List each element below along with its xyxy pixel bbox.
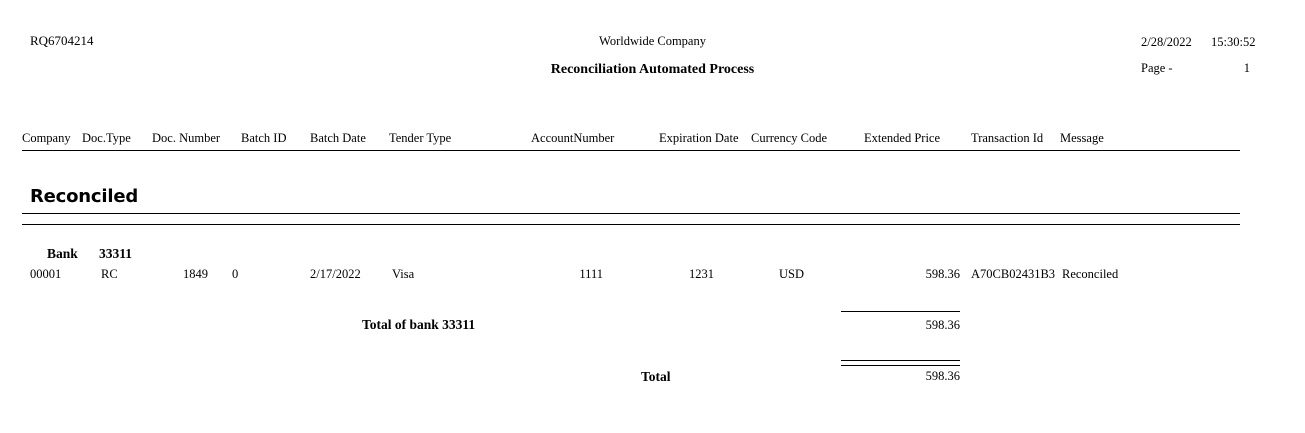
section-divider-top	[22, 213, 1240, 214]
company-name: Worldwide Company	[599, 34, 706, 48]
cell-batch-id: 0	[232, 267, 239, 281]
column-header-transaction-id: Transaction Id	[971, 131, 1044, 145]
grand-total-value: 598.36	[925, 369, 960, 383]
grand-total-rule-bottom	[841, 365, 960, 366]
header-divider	[22, 150, 1240, 151]
report-date: 2/28/2022	[1141, 35, 1192, 49]
bank-total-label: Total of bank 33311	[362, 317, 476, 332]
column-header-expiration-date: Expiration Date	[659, 131, 739, 145]
column-header-currency-code: Currency Code	[751, 131, 828, 145]
cell-company: 00001	[30, 267, 62, 281]
report-title: Reconciliation Automated Process	[550, 62, 755, 77]
grand-total-label: Total	[641, 369, 671, 384]
cell-currency-code: USD	[779, 267, 805, 281]
column-header-batch-id: Batch ID	[241, 131, 287, 145]
cell-extended-price: 598.36	[925, 267, 960, 281]
page-number: 1	[1243, 61, 1250, 75]
cell-batch-date: 2/17/2022	[310, 267, 361, 281]
cell-transaction-id: A70CB02431B3	[971, 267, 1056, 281]
column-header-company: Company	[22, 131, 71, 145]
cell-doc-type: RC	[101, 267, 118, 281]
column-header-extended-price: Extended Price	[864, 131, 941, 145]
cell-doc-number: 1849	[183, 267, 208, 281]
cell-account-number: 1111	[579, 267, 603, 281]
report-id: RQ6704214	[30, 33, 94, 48]
column-header-message: Message	[1060, 131, 1104, 145]
grand-total-rule-top	[841, 360, 960, 361]
column-header-batch-date: Batch Date	[310, 131, 366, 145]
report-time: 15:30:52	[1211, 35, 1256, 49]
section-divider-bottom	[22, 224, 1240, 225]
section-title-reconciled: Reconciled	[30, 186, 139, 207]
cell-tender-type: Visa	[392, 267, 415, 281]
column-header-doc-type: Doc.Type	[82, 131, 131, 145]
cell-expiration-date: 1231	[689, 267, 714, 281]
bank-number: 33311	[99, 246, 133, 261]
column-header-account-number: AccountNumber	[531, 131, 615, 145]
cell-message: Reconciled	[1062, 267, 1119, 281]
page-label: Page -	[1141, 61, 1173, 75]
column-header-doc-number: Doc. Number	[152, 131, 221, 145]
bank-total-rule	[841, 311, 960, 312]
bank-label: Bank	[47, 246, 78, 261]
column-header-tender-type: Tender Type	[389, 131, 452, 145]
bank-total-value: 598.36	[925, 318, 960, 332]
